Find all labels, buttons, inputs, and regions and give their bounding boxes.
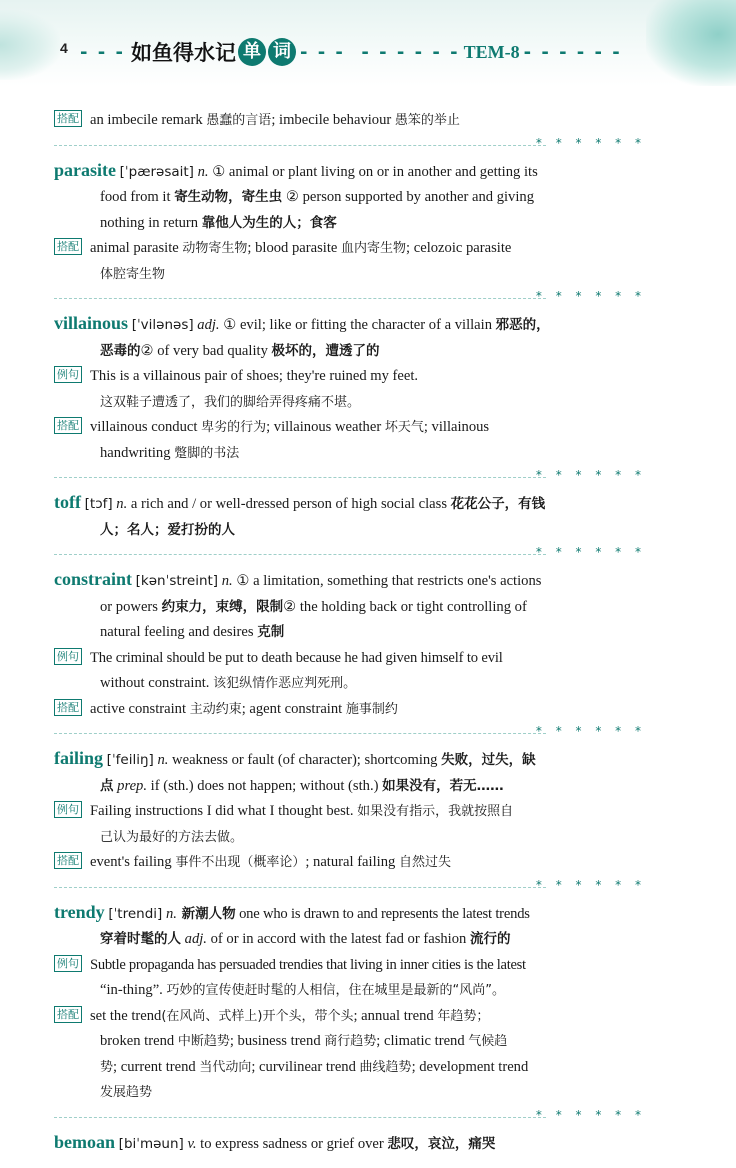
example-tag: 例句 — [54, 801, 82, 818]
entry-parasite — [54, 158, 646, 288]
collocation-en: animal parasite — [90, 240, 183, 256]
part-of-speech: n. — [221, 573, 233, 589]
part-of-speech: n. — [197, 163, 209, 180]
part-of-speech: n. — [157, 752, 169, 768]
collocation-line — [54, 1004, 646, 1030]
example-en: Failing instructions I did what I thought best. — [90, 803, 358, 819]
title-dashes-mid: - - - - - - - - - — [299, 41, 460, 63]
phonetic: [biˈməun] — [118, 1135, 184, 1152]
example-en: This is a villainous pair of shoes; they're ruined my feet. — [90, 368, 419, 384]
collocation-tag: 搭配 — [54, 417, 82, 434]
collocation-en: handwriting — [100, 444, 175, 461]
example-tag: 例句 — [54, 955, 82, 972]
separator-stars: * * * * * * — [535, 135, 646, 150]
definition-line — [54, 518, 646, 544]
definition-zh: 靠他人为生的人；食客 — [201, 214, 337, 231]
example-line — [54, 390, 646, 416]
collocation-en: event's failing — [90, 854, 176, 870]
definition-zh: 点 — [100, 777, 114, 794]
collocation-en: ; development trend — [411, 1058, 529, 1075]
collocation-line — [54, 697, 646, 723]
example-zh: 己认为最好的方法去做。 — [100, 829, 244, 845]
definition-line — [54, 311, 646, 339]
collocation-en: villainous conduct — [90, 419, 202, 435]
collocation-zh: 势 — [100, 1059, 114, 1075]
definition-text: ② the holding back or tight controlling of — [283, 598, 527, 615]
title-dashes-left: - - - — [80, 41, 125, 63]
collocation-tag: 搭配 — [54, 852, 82, 869]
collocation-tag: 搭配 — [54, 1006, 82, 1023]
collocation-en: active constraint — [90, 700, 190, 717]
definition-text: natural feeling and desires — [100, 624, 258, 640]
collocation-tag: 搭配 — [54, 699, 82, 716]
collocation-line — [54, 1029, 646, 1055]
collocation-en: ; celozoic parasite — [406, 240, 512, 256]
collocation-zh: 坏天气 — [384, 420, 424, 435]
collocation-en: an imbecile remark — [90, 112, 207, 128]
collocation-zh: 血内寄生物 — [341, 241, 407, 256]
phonetic: [ˈfeiliŋ] — [106, 752, 154, 768]
example-line — [54, 364, 646, 390]
entry-separator — [54, 724, 646, 742]
headword: constraint — [54, 569, 132, 589]
collocation-zh: 发展趋势 — [100, 1085, 153, 1100]
entry-villainous — [54, 311, 646, 466]
definition-line — [54, 185, 646, 211]
definition-line — [54, 1130, 646, 1158]
collocation-zh: 蹩脚的书法 — [174, 445, 240, 461]
collocation-line — [54, 1055, 646, 1081]
definition-zh: 新潮人物 — [176, 905, 236, 922]
definition-line — [54, 339, 646, 365]
headword: bemoan — [54, 1131, 116, 1152]
example-line — [54, 953, 646, 979]
example-en: Subtle propaganda has persuaded trendies that living in inner cities is the latest — [90, 956, 526, 973]
collocation-en: ; blood parasite — [247, 240, 342, 256]
entry-separator — [54, 289, 646, 307]
separator-stars: * * * * * * — [535, 1107, 646, 1122]
separator-stars: * * * * * * — [535, 877, 646, 892]
collocation-zh: 气候趋 — [468, 1034, 508, 1049]
collocation-zh: 中断趋势 — [177, 1034, 230, 1049]
page-header — [0, 0, 736, 86]
definition-zh: 如果没有，若无…… — [382, 777, 504, 794]
collocation-tag: 搭配 — [54, 110, 82, 127]
collocation-line — [54, 441, 646, 467]
collocation-en: ; climatic trend — [376, 1033, 469, 1049]
definition-text: one who is drawn to and represents the latest trends — [235, 905, 530, 922]
collocation-zh: 主动约束 — [189, 701, 242, 717]
entry-separator — [54, 1108, 646, 1126]
definition-text: ① evil; like or fitting the character of a villain — [219, 317, 496, 333]
definition-line — [54, 158, 646, 186]
phonetic: [tɔf] — [84, 496, 113, 512]
title-dashes-right: - - - - - - — [523, 41, 622, 63]
collocation-en: ; current trend — [113, 1058, 200, 1075]
collocation-tag: 搭配 — [54, 238, 82, 255]
definition-text: to express sadness or grief over — [196, 1135, 388, 1152]
definition-zh: 克制 — [257, 624, 285, 640]
collocation-zh: 体腔寄生物 — [100, 266, 166, 282]
collocation-zh: 曲线趋势 — [359, 1059, 412, 1075]
definition-zh: 流行的 — [469, 931, 511, 947]
definition-text: of or in accord with the latest fad or fashion — [206, 931, 470, 947]
example-en: The criminal should be put to death because he had given himself to evil — [90, 649, 503, 666]
definition-zh: 悲叹，哀泣，痛哭 — [387, 1135, 496, 1152]
collocation-en: ; business trend — [229, 1033, 325, 1049]
collocation-zh: 动物寄生物 — [182, 241, 248, 256]
collocation-zh: 年趋势； — [437, 1008, 490, 1024]
dictionary-content — [54, 108, 646, 1157]
collocation-en: set the trend — [90, 1007, 162, 1024]
collocation-line — [54, 236, 646, 262]
collocation-zh: 商行趋势 — [324, 1034, 377, 1049]
collocation-zh: 自然过失 — [398, 855, 451, 870]
definition-text: if (sth.) does not happen; without (sth.) — [147, 777, 383, 794]
collocation-en: ; imbecile behaviour — [271, 112, 395, 128]
definition-line — [54, 490, 646, 518]
definition-zh: 寄生动物，寄生虫 — [174, 189, 283, 205]
separator-stars: * * * * * * — [535, 724, 646, 738]
entry-bemoan — [54, 1130, 646, 1158]
collocation-en: ; agent constraint — [241, 700, 346, 717]
collocation-en: ; annual trend — [353, 1007, 438, 1024]
definition-line — [54, 620, 646, 646]
definition-text: nothing in return — [100, 214, 202, 231]
book-title: 如鱼得水记 — [130, 41, 236, 65]
collocation-en: broken trend — [100, 1033, 178, 1049]
definition-text: or powers — [100, 598, 162, 615]
definition-line — [54, 900, 646, 928]
definition-text: ② person supported by another and giving — [282, 189, 534, 205]
definition-line — [54, 746, 646, 774]
example-en: “in-thing”. — [100, 982, 167, 998]
page-number: 4 — [60, 40, 68, 56]
headword: trendy — [54, 901, 105, 922]
definition-line — [54, 595, 646, 621]
entry-failing — [54, 746, 646, 876]
collocation-zh: 卑劣的行为 — [201, 420, 267, 435]
example-line — [54, 646, 646, 672]
example-zh: 巧妙的宣传使赶时髦的人相信，住在城里是最新的“风尚”。 — [166, 983, 505, 998]
separator-stars: * * * * * * — [535, 468, 646, 482]
definition-zh: 失败，过失，缺 — [441, 752, 536, 768]
example-en: without constraint. — [100, 675, 214, 691]
collocation-en: ; villainous — [423, 419, 490, 435]
separator-stars: * * * * * * — [535, 545, 646, 559]
entry-toff — [54, 490, 646, 543]
example-line — [54, 978, 646, 1004]
definition-zh: 人；名人；爱打扮的人 — [100, 521, 235, 538]
part-of-speech: v. — [187, 1135, 197, 1152]
example-zh: 该犯纵情作恶应判死刑。 — [213, 676, 357, 691]
definition-text: ② of very bad quality — [140, 342, 272, 359]
definition-zh: 恶毒的 — [100, 342, 141, 359]
running-title — [80, 36, 622, 68]
part-of-speech: n. — [116, 496, 128, 512]
collocation-zh: 事件不出现（概率论） — [175, 855, 306, 870]
definition-text: ① animal or plant living on or in another and getting its — [208, 163, 538, 180]
definition-text: food from it — [100, 189, 175, 205]
headword: failing — [54, 748, 104, 768]
exam-label: TEM-8 — [463, 41, 520, 62]
entry-separator — [54, 468, 646, 486]
header-decoration-left — [0, 10, 60, 80]
phonetic: [ˈpærəsait] — [119, 163, 194, 180]
collocation-line — [54, 415, 646, 441]
collocation-en: ; curvilinear trend — [251, 1058, 360, 1075]
example-zh: 这双鞋子遭透了，我们的脚给弄得疼痛不堪。 — [100, 394, 361, 410]
header-decoration-right — [646, 0, 736, 86]
definition-zh: 约束力，束缚，限制 — [161, 598, 284, 615]
headword: parasite — [54, 159, 116, 180]
definition-zh: 邪恶的， — [495, 317, 550, 333]
entry-constraint — [54, 567, 646, 722]
entry-separator — [54, 136, 646, 154]
definition-zh: 花花公子，有钱 — [450, 496, 546, 512]
example-line — [54, 799, 646, 825]
collocation-zh: (在风尚、式样上)开个头，带个头 — [161, 1008, 354, 1024]
collocation-en: ; natural failing — [305, 854, 399, 870]
definition-text: a rich and / or well-dressed person of high social class — [127, 496, 451, 512]
example-zh: 如果没有指示，我就按照自 — [357, 804, 514, 819]
separator-stars: * * * * * * — [535, 289, 646, 303]
part-of-speech: prep. — [113, 777, 148, 794]
collocation-zh: 愚笨的举止 — [394, 113, 460, 128]
collocation-line — [54, 1080, 646, 1106]
definition-line — [54, 774, 646, 800]
collocation-line — [54, 850, 646, 876]
headword: villainous — [54, 313, 129, 333]
example-line — [54, 825, 646, 851]
example-line — [54, 671, 646, 697]
definition-zh: 穿着时髦的人 — [100, 931, 181, 947]
collocation-zh: 施事制约 — [345, 701, 398, 717]
definition-text: ① a limitation, something that restricts one's actions — [232, 573, 542, 589]
definition-zh: 极坏的，遭透了的 — [271, 342, 380, 359]
title-circle-char-1: 单 — [238, 38, 266, 66]
part-of-speech: n. — [165, 905, 177, 922]
entry-trendy — [54, 900, 646, 1106]
example-tag: 例句 — [54, 648, 82, 665]
headword: toff — [54, 492, 81, 512]
entry-separator — [54, 878, 646, 896]
phonetic: [ˈvilənəs] — [131, 317, 194, 333]
part-of-speech: adj. — [181, 931, 207, 947]
entry-imbecile-collocation — [54, 108, 646, 134]
collocation-line — [54, 108, 646, 134]
part-of-speech: adj. — [197, 317, 220, 333]
example-tag: 例句 — [54, 366, 82, 383]
title-circle-char-2: 词 — [268, 38, 296, 66]
collocation-zh: 愚蠢的言语 — [206, 113, 272, 128]
definition-text: weakness or fault (of character); shortcoming — [168, 752, 442, 768]
definition-line — [54, 927, 646, 953]
collocation-zh: 当代动向 — [199, 1059, 252, 1075]
phonetic: [ˈtrendi] — [108, 905, 163, 922]
entry-separator — [54, 545, 646, 563]
collocation-line — [54, 262, 646, 288]
phonetic: [kənˈstreint] — [135, 573, 219, 589]
collocation-en: ; villainous weather — [266, 419, 385, 435]
definition-line — [54, 567, 646, 595]
definition-line — [54, 211, 646, 237]
